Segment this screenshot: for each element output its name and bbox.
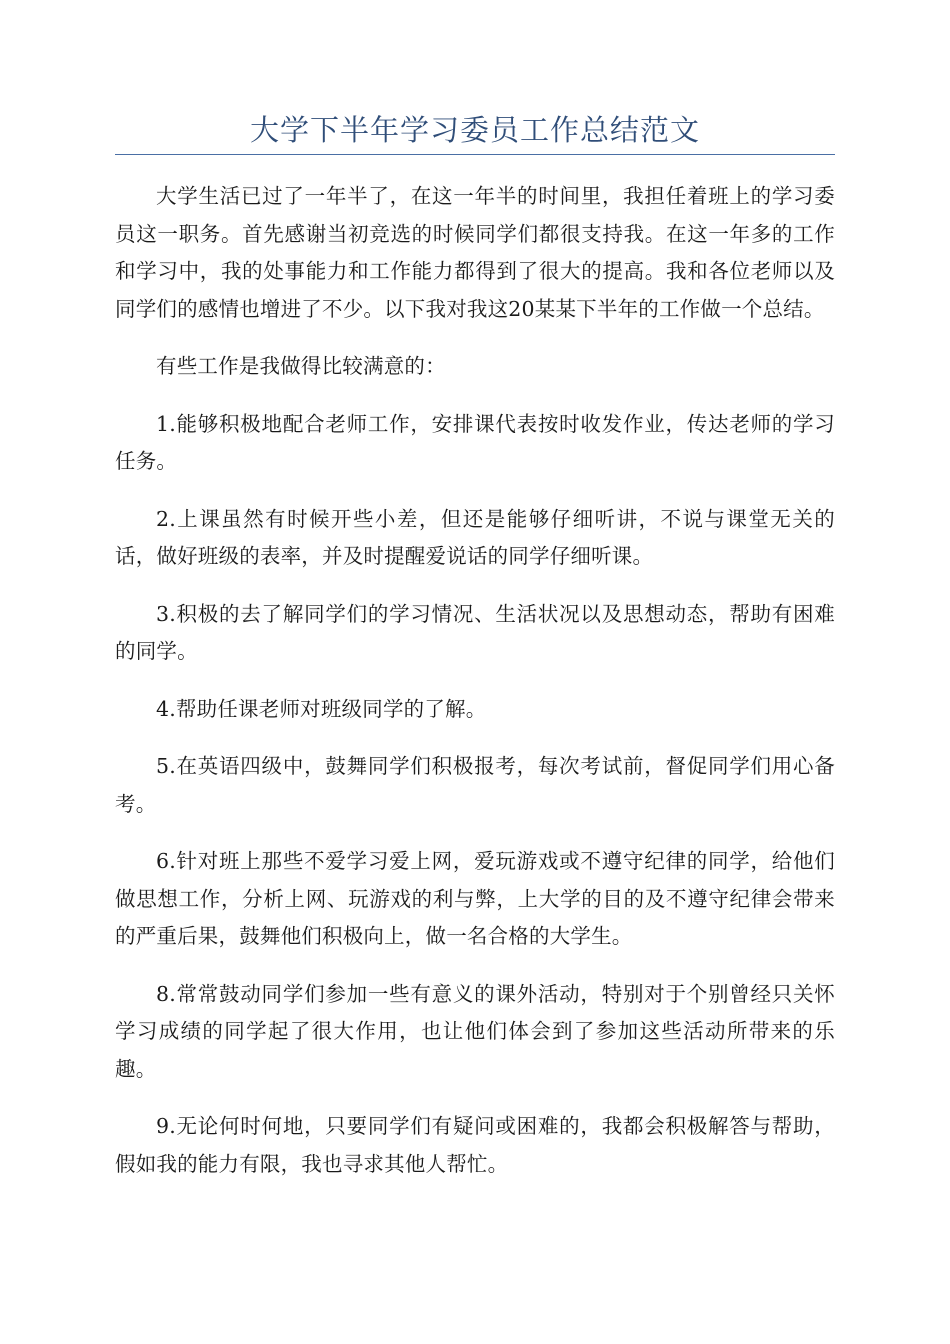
paragraph-item-1: 1.能够积极地配合老师工作，安排课代表按时收发作业，传达老师的学习任务。 xyxy=(115,411,835,473)
paragraph-item-5: 5.在英语四级中，鼓舞同学们积极报考，每次考试前，督促同学们用心备考。 xyxy=(115,754,835,816)
title-underline xyxy=(115,154,835,155)
paragraph-item-6: 6.针对班上那些不爱学习爱上网，爱玩游戏或不遵守纪律的同学，给他们做思想工作，分析上网、玩游戏的利与弊，上大学的目的及不遵守纪律会带来的严重后果，鼓舞他们积极向上，做一名合格的大学生。 xyxy=(115,849,835,948)
document-body xyxy=(115,178,835,1203)
paragraph-intro: 大学生活已过了一年半了，在这一年半的时间里，我担任着班上的学习委员这一职务。首先感谢当初竞选的时候同学们都很支持我。在这一年多的工作和学习中，我的处事能力和工作能力都得到了很大的提高。我和各位老师以及同学们的感情也增进了不少。以下我对我这20某某下半年的工作做一个总结。 xyxy=(115,184,835,321)
document-title: 大学下半年学习委员工作总结范文 xyxy=(249,113,700,147)
paragraph-item-3: 3.积极的去了解同学们的学习情况、生活状况以及思想动态，帮助有困难的同学。 xyxy=(115,601,835,663)
paragraph-item-9: 9.无论何时何地，只要同学们有疑问或困难的，我都会积极解答与帮助，假如我的能力有限，我也寻求其他人帮忙。 xyxy=(115,1114,835,1176)
paragraph-item-8: 8.常常鼓动同学们参加一些有意义的课外活动，特别对于个别曾经只关怀学习成绩的同学起了很大作用，也让他们体会到了参加这些活动所带来的乐趣。 xyxy=(115,981,835,1081)
paragraph-item-4: 4.帮助任课老师对班级同学的了解。 xyxy=(156,696,487,721)
paragraph-item-2: 2.上课虽然有时候开些小差，但还是能够仔细听讲，不说与课堂无关的话，做好班级的表率，并及时提醒爱说话的同学仔细听课。 xyxy=(115,506,835,568)
paragraph-satisfied-heading: 有些工作是我做得比较满意的： xyxy=(156,354,446,378)
